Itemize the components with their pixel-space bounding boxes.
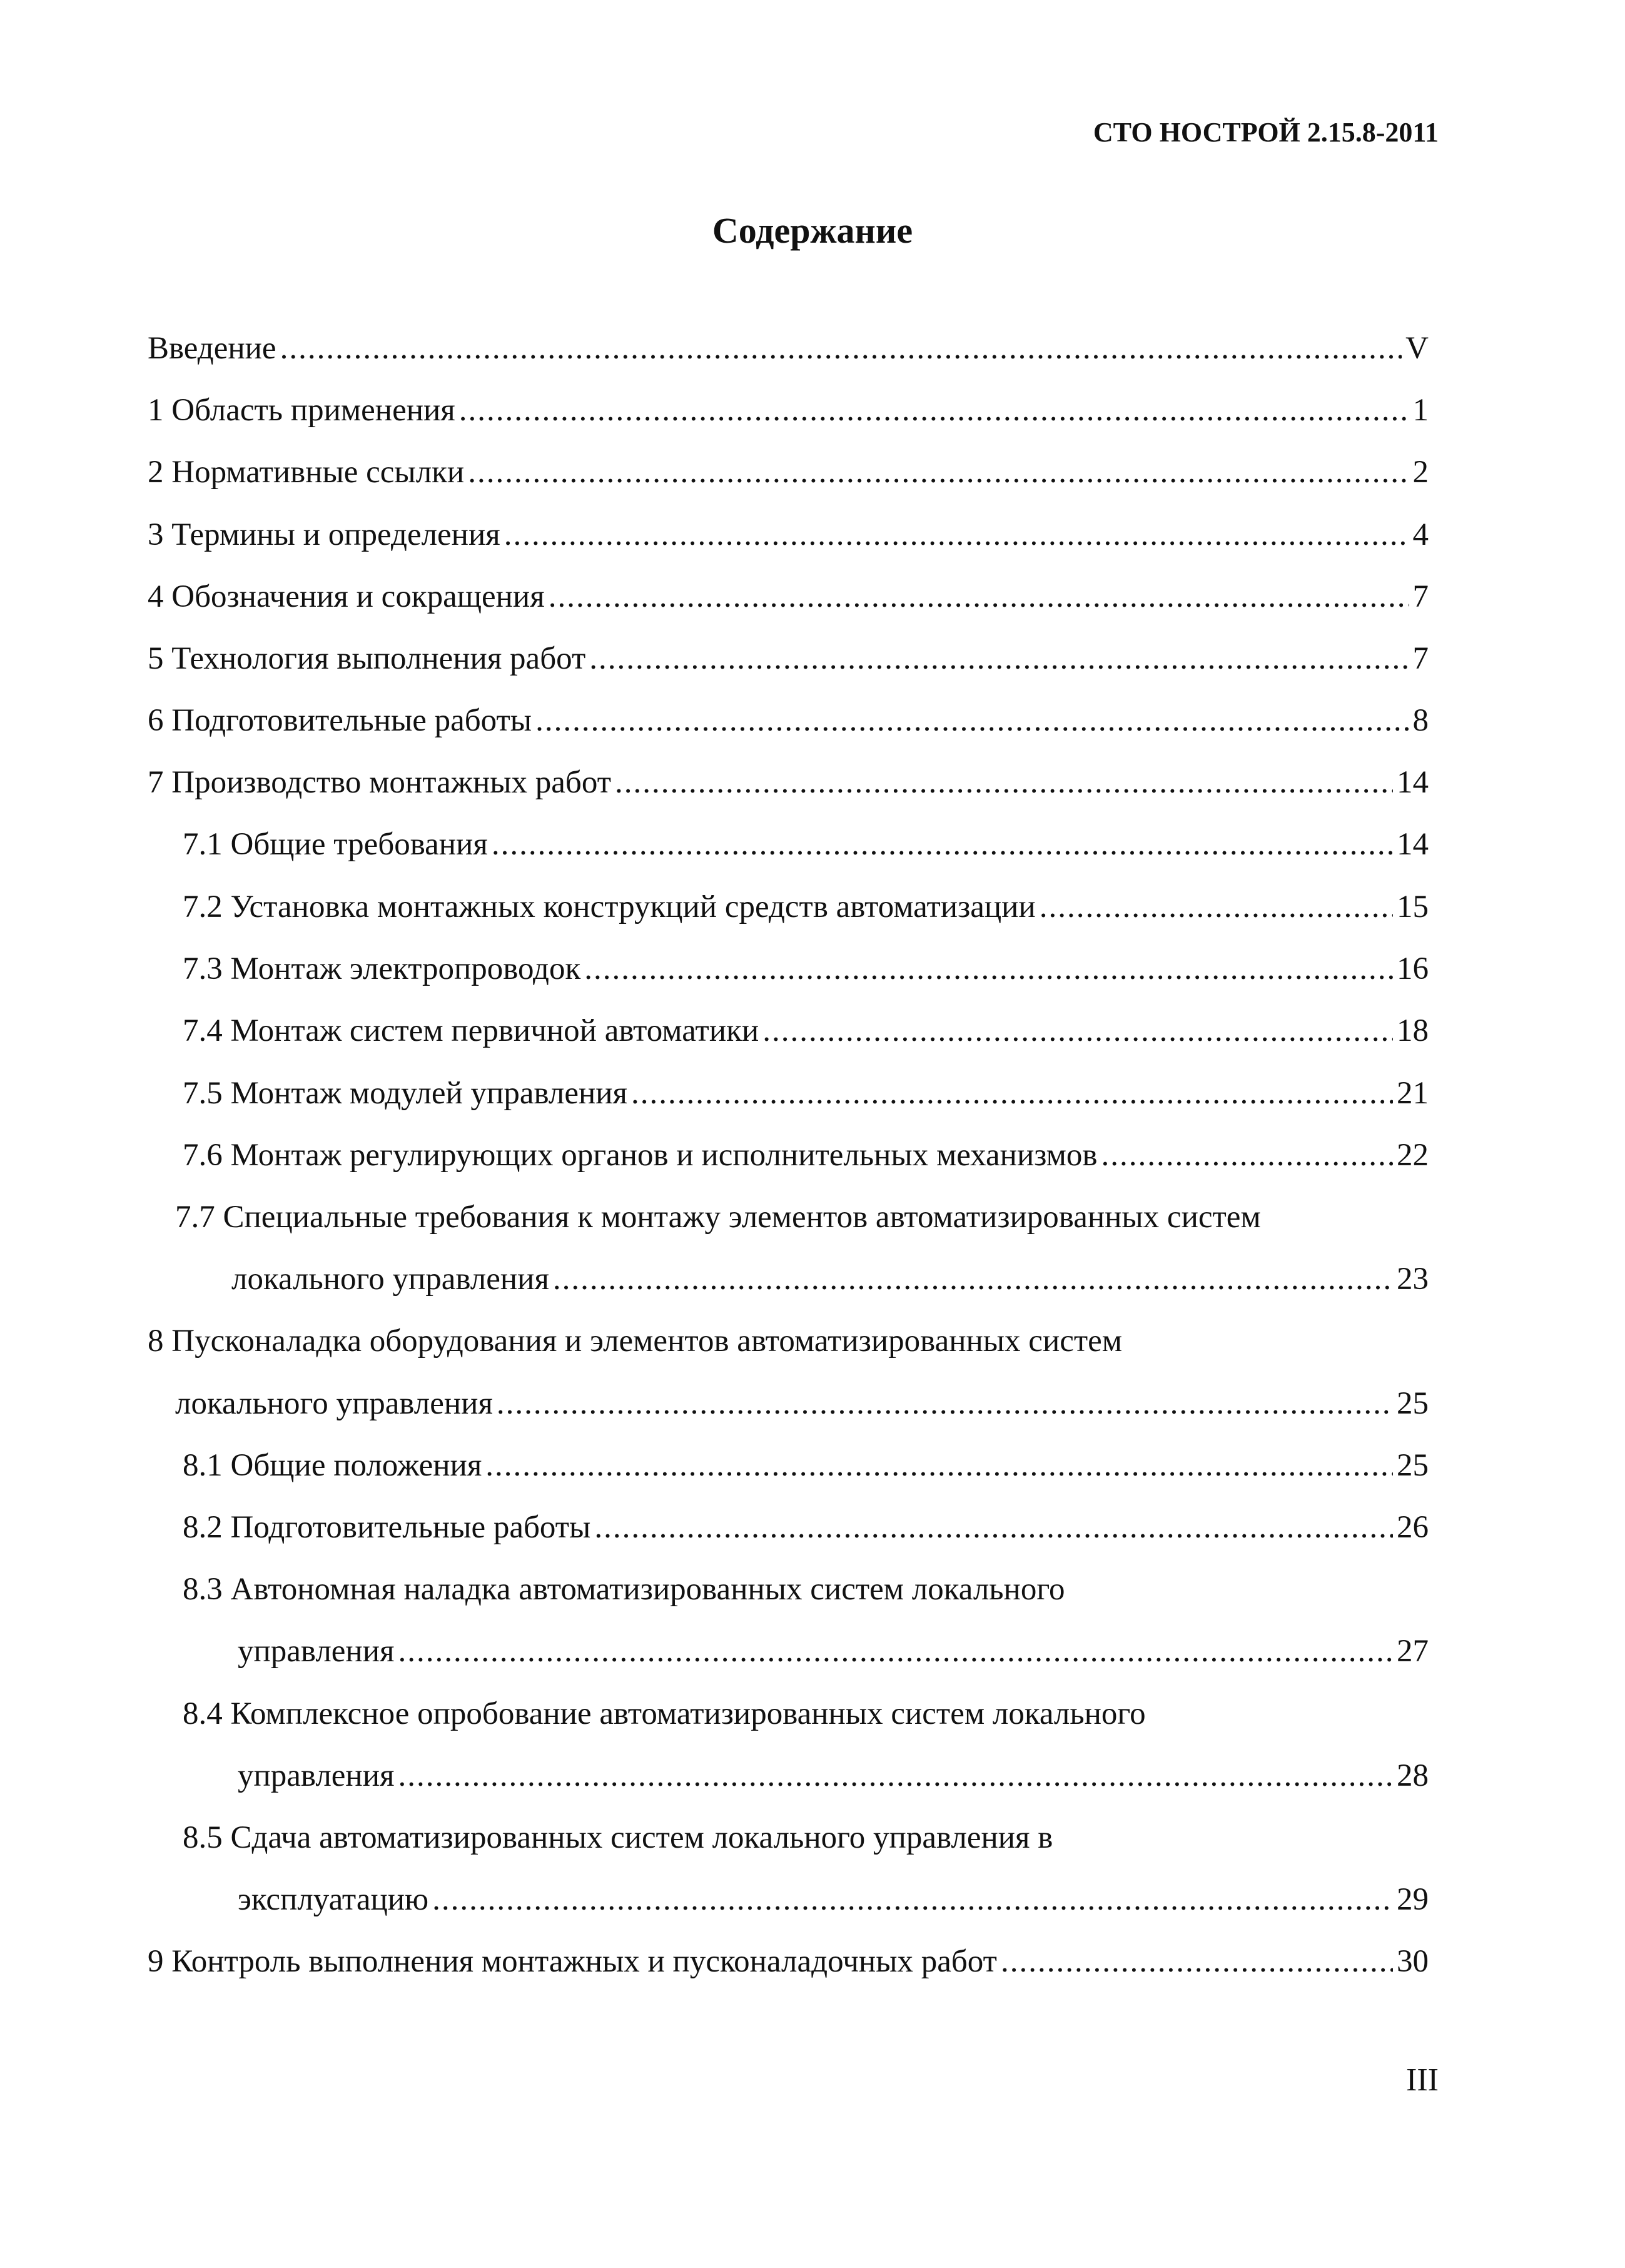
toc-leader-dots <box>1040 882 1393 932</box>
toc-entry-page: 23 <box>1397 1262 1429 1297</box>
toc-leader-dots <box>280 323 1402 373</box>
toc-entry-page: 2 <box>1412 455 1429 490</box>
toc-leader-dots <box>553 1254 1393 1304</box>
toc-entry-section-2[interactable] <box>148 447 1429 497</box>
toc-entry-label: 1 Область применения <box>148 393 455 428</box>
toc-entry-page: 29 <box>1397 1882 1429 1917</box>
toc-leader-dots <box>549 572 1409 622</box>
toc-entry-section-8[interactable] <box>148 1316 1429 1366</box>
toc-entry-section-7-1[interactable] <box>183 819 1429 869</box>
toc-leader-dots <box>432 1875 1393 1925</box>
toc-entry-label: 7.3 Монтаж электропроводок <box>183 951 581 986</box>
toc-entry-label: 6 Подготовительные работы <box>148 703 532 738</box>
document-code: СТО НОСТРОЙ 2.15.8-2011 <box>1093 117 1439 148</box>
toc-entry-label: 4 Обозначения и сокращения <box>148 579 545 614</box>
toc-entry-page: 16 <box>1397 951 1429 986</box>
toc-entry-label: 7.1 Общие требования <box>183 827 488 862</box>
toc-entry-label: 5 Технология выполнения работ <box>148 641 586 676</box>
toc-entry-label: 7.5 Монтаж модулей управления <box>183 1076 628 1111</box>
toc-entry-section-7-3[interactable] <box>183 944 1429 994</box>
toc-entry-section-8-continuation[interactable] <box>175 1379 1429 1429</box>
toc-entry-page: 25 <box>1397 1386 1429 1421</box>
toc-leader-dots <box>468 447 1409 497</box>
toc-entry-page: 1 <box>1412 393 1429 428</box>
toc-entry-page: 8 <box>1412 703 1429 738</box>
toc-entry-page: 22 <box>1397 1138 1429 1173</box>
toc-entry-page: V <box>1405 331 1429 366</box>
toc-entry-section-8-3[interactable] <box>183 1564 1429 1614</box>
toc-entry-section-3[interactable] <box>148 510 1429 560</box>
toc-entry-page: 14 <box>1397 827 1429 862</box>
toc-entry-page: 26 <box>1397 1510 1429 1545</box>
toc-entry-section-7[interactable] <box>148 757 1429 807</box>
toc-entry-label: 3 Термины и определения <box>148 517 500 552</box>
toc-entry-page: 30 <box>1397 1944 1429 1979</box>
toc-entry-section-7-6[interactable] <box>183 1130 1429 1180</box>
toc-entry-label: 8 Пусконаладка оборудования и элементов автоматизированных систем <box>148 1324 1123 1359</box>
toc-entry-section-8-5[interactable] <box>183 1813 1429 1863</box>
toc-entry-page: 18 <box>1397 1013 1429 1048</box>
toc-entry-section-1[interactable] <box>148 385 1429 435</box>
toc-entry-label-continuation: эксплуатацию <box>238 1882 429 1917</box>
toc-entry-label: 7.4 Монтаж систем первичной автоматики <box>183 1013 759 1048</box>
toc-leader-dots <box>459 385 1409 435</box>
toc-entry-page: 14 <box>1397 765 1429 800</box>
toc-entry-section-7-5[interactable] <box>183 1068 1429 1118</box>
toc-entry-page: 28 <box>1397 1758 1429 1793</box>
toc-entry-section-8-4[interactable] <box>183 1689 1429 1739</box>
toc-entry-label: 2 Нормативные ссылки <box>148 455 465 490</box>
toc-entry-section-8-4-continuation[interactable] <box>238 1751 1429 1801</box>
toc-entry-introduction[interactable] <box>148 323 1429 373</box>
toc-entry-label-continuation: локального управления <box>175 1386 493 1421</box>
toc-entry-label: 7.6 Монтаж регулирующих органов и исполнительных механизмов <box>183 1138 1098 1173</box>
toc-entry-label-continuation: управления <box>238 1634 395 1669</box>
page-title: Содержание <box>712 210 913 251</box>
toc-leader-dots <box>589 634 1409 684</box>
toc-entry-label: 7 Производство монтажных работ <box>148 765 611 800</box>
toc-entry-label-continuation: управления <box>238 1758 395 1793</box>
toc-entry-section-8-5-continuation[interactable] <box>238 1875 1429 1925</box>
toc-entry-section-7-4[interactable] <box>183 1006 1429 1056</box>
toc-entry-page: 25 <box>1397 1448 1429 1483</box>
toc-leader-dots <box>584 944 1393 994</box>
toc-entry-section-9[interactable] <box>148 1936 1429 1987</box>
toc-entry-label: Введение <box>148 331 276 366</box>
toc-entry-label: 7.7 Специальные требования к монтажу элементов автоматизированных систем <box>175 1200 1261 1235</box>
toc-leader-dots <box>631 1068 1393 1118</box>
toc-leader-dots <box>485 1440 1393 1491</box>
toc-entry-section-7-7[interactable] <box>175 1192 1429 1242</box>
toc-entry-label: 8.5 Сдача автоматизированных систем локального управления в <box>183 1820 1053 1855</box>
toc-entry-section-8-1[interactable] <box>183 1440 1429 1491</box>
toc-leader-dots <box>1001 1936 1393 1987</box>
toc-entry-page: 4 <box>1412 517 1429 552</box>
toc-entry-label: 7.2 Установка монтажных конструкций средств автоматизации <box>183 889 1036 924</box>
toc-entry-label: 8.4 Комплексное опробование автоматизированных систем локального <box>183 1696 1146 1731</box>
toc-leader-dots <box>594 1502 1393 1552</box>
toc-entry-section-8-2[interactable] <box>183 1502 1429 1552</box>
toc-entry-page: 15 <box>1397 889 1429 924</box>
toc-leader-dots <box>398 1751 1393 1801</box>
toc-entry-label: 8.2 Подготовительные работы <box>183 1510 591 1545</box>
toc-entry-section-6[interactable] <box>148 696 1429 746</box>
toc-leader-dots <box>497 1379 1393 1429</box>
toc-leader-dots <box>398 1626 1393 1676</box>
toc-entry-label-continuation: локального управления <box>231 1262 549 1297</box>
page-number: III <box>1406 2062 1439 2098</box>
toc-entry-label: 9 Контроль выполнения монтажных и пусконаладочных работ <box>148 1944 997 1979</box>
toc-entry-section-5[interactable] <box>148 634 1429 684</box>
toc-entry-page: 27 <box>1397 1634 1429 1669</box>
toc-entry-section-4[interactable] <box>148 572 1429 622</box>
toc-leader-dots <box>762 1006 1393 1056</box>
toc-leader-dots <box>504 510 1409 560</box>
toc-entry-label: 8.3 Автономная наладка автоматизированных систем локального <box>183 1572 1065 1607</box>
toc-leader-dots <box>1101 1130 1393 1180</box>
toc-entry-section-8-3-continuation[interactable] <box>238 1626 1429 1676</box>
toc-entry-page: 21 <box>1397 1076 1429 1111</box>
toc-leader-dots <box>535 696 1409 746</box>
toc-leader-dots <box>615 757 1393 807</box>
toc-entry-page: 7 <box>1412 579 1429 614</box>
toc-leader-dots <box>492 819 1393 869</box>
toc-entry-label: 8.1 Общие положения <box>183 1448 482 1483</box>
toc-entry-section-7-7-continuation[interactable] <box>231 1254 1429 1304</box>
toc-entry-page: 7 <box>1412 641 1429 676</box>
toc-entry-section-7-2[interactable] <box>183 882 1429 932</box>
